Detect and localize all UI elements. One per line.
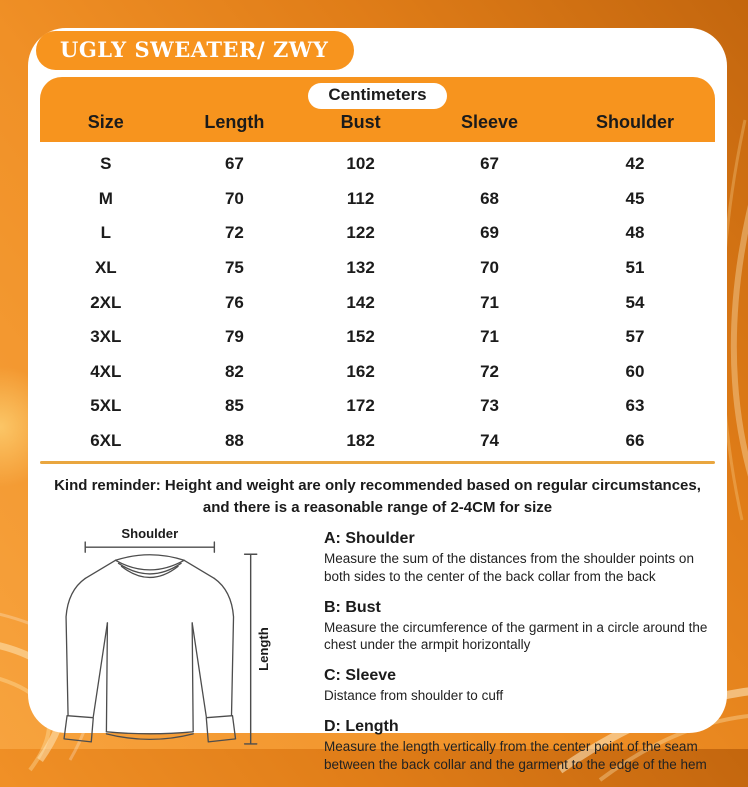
size-table-header — [40, 77, 715, 142]
cell-bust: 162 — [346, 361, 375, 381]
column-header-size: Size — [87, 112, 124, 132]
cell-size: 5XL — [90, 396, 122, 416]
cell-size: 3XL — [90, 327, 122, 347]
cell-shoulder: 45 — [625, 188, 645, 208]
cell-bust: 142 — [346, 292, 375, 312]
cell-length: 79 — [224, 327, 244, 347]
table-row-2xl — [40, 285, 715, 320]
cell-size: L — [100, 223, 111, 243]
cell-size: S — [100, 154, 112, 174]
table-row-s — [40, 147, 715, 182]
cell-length: 75 — [224, 258, 244, 278]
unit-label: Centimeters — [328, 85, 427, 104]
cell-sleeve: 72 — [480, 361, 499, 381]
cell-length: 72 — [224, 223, 244, 243]
reminder-note: Kind reminder: Height and weight are only recommended based on regular circumstances, and there is a reasonable range of 2-4CM for size — [54, 477, 701, 516]
cell-bust: 132 — [346, 258, 375, 278]
section-divider — [40, 461, 715, 464]
cell-shoulder: 57 — [625, 327, 645, 347]
sweater-diagram — [42, 526, 306, 754]
table-row-5xl — [40, 389, 715, 424]
shoulder-dimension-label: Shoulder — [121, 526, 179, 542]
cell-bust: 102 — [346, 154, 375, 174]
cell-length: 67 — [224, 154, 244, 174]
definition-bust — [324, 599, 709, 655]
definition-sleeve — [324, 667, 709, 705]
column-header-sleeve: Sleeve — [461, 112, 519, 132]
cell-size: 6XL — [90, 431, 122, 451]
cell-length: 88 — [224, 431, 244, 451]
definition-heading: C: Sleeve — [324, 667, 397, 685]
definition-shoulder — [324, 530, 709, 586]
cell-bust: 152 — [346, 327, 375, 347]
cell-shoulder: 63 — [625, 396, 645, 416]
definition-text: Measure the length vertically from the center point of the seam between the back collar and the garment to the edge of the hem — [324, 739, 707, 772]
column-header-row — [40, 112, 715, 133]
sweater-diagram-wrap — [42, 526, 314, 759]
cell-sleeve: 74 — [480, 431, 499, 451]
table-row-l — [40, 216, 715, 251]
cell-length: 70 — [224, 188, 244, 208]
cell-shoulder: 48 — [625, 223, 645, 243]
column-header-shoulder: Shoulder — [595, 112, 674, 132]
product-title: UGLY SWEATER/ ZWY — [60, 37, 329, 62]
definition-text: Distance from shoulder to cuff — [324, 688, 504, 704]
cell-sleeve: 71 — [480, 292, 499, 312]
cell-sleeve: 70 — [480, 258, 499, 278]
size-table-body — [40, 142, 715, 458]
unit-label-pill — [308, 83, 446, 109]
column-header-length: Length — [204, 112, 265, 132]
cell-length: 82 — [224, 361, 244, 381]
table-row-m — [40, 182, 715, 217]
cell-shoulder: 60 — [625, 361, 645, 381]
cell-shoulder: 51 — [625, 258, 645, 278]
cell-bust: 112 — [346, 188, 375, 208]
cell-sleeve: 73 — [480, 396, 499, 416]
cell-shoulder: 42 — [625, 154, 645, 174]
size-chart-card — [28, 28, 727, 772]
table-row-3xl — [40, 320, 715, 355]
definition-text: Measure the circumference of the garment in a circle around the chest under the armpit horizontally — [324, 619, 708, 653]
cell-size: M — [98, 188, 113, 208]
table-row-4xl — [40, 355, 715, 390]
definition-length — [324, 718, 709, 774]
cell-sleeve: 69 — [480, 223, 499, 243]
cell-size: 2XL — [90, 292, 122, 312]
cell-size: XL — [94, 258, 117, 278]
measurement-guide-section — [38, 518, 717, 787]
cell-bust: 172 — [346, 396, 375, 416]
measurement-definitions — [324, 526, 715, 787]
cell-length: 76 — [224, 292, 244, 312]
cell-sleeve: 71 — [480, 327, 499, 347]
cell-sleeve: 67 — [480, 154, 499, 174]
cell-sleeve: 68 — [480, 188, 499, 208]
length-dimension-label: Length — [255, 627, 271, 671]
size-table — [40, 77, 715, 464]
column-header-bust: Bust — [340, 112, 381, 132]
cell-bust: 122 — [346, 223, 375, 243]
cell-shoulder: 54 — [625, 292, 645, 312]
table-row-6xl — [40, 424, 715, 459]
definition-heading: A: Shoulder — [324, 529, 415, 547]
definition-text: Measure the sum of the distances from the shoulder points on both sides to the center of the back collar from the back — [324, 550, 694, 584]
table-row-xl — [40, 251, 715, 286]
cell-bust: 182 — [346, 431, 375, 451]
cell-size: 4XL — [90, 361, 122, 381]
cell-shoulder: 66 — [625, 431, 645, 451]
definition-heading: D: Length — [324, 718, 399, 735]
cell-length: 85 — [224, 396, 244, 416]
definition-heading: B: Bust — [324, 598, 381, 616]
product-title-pill — [36, 31, 354, 70]
